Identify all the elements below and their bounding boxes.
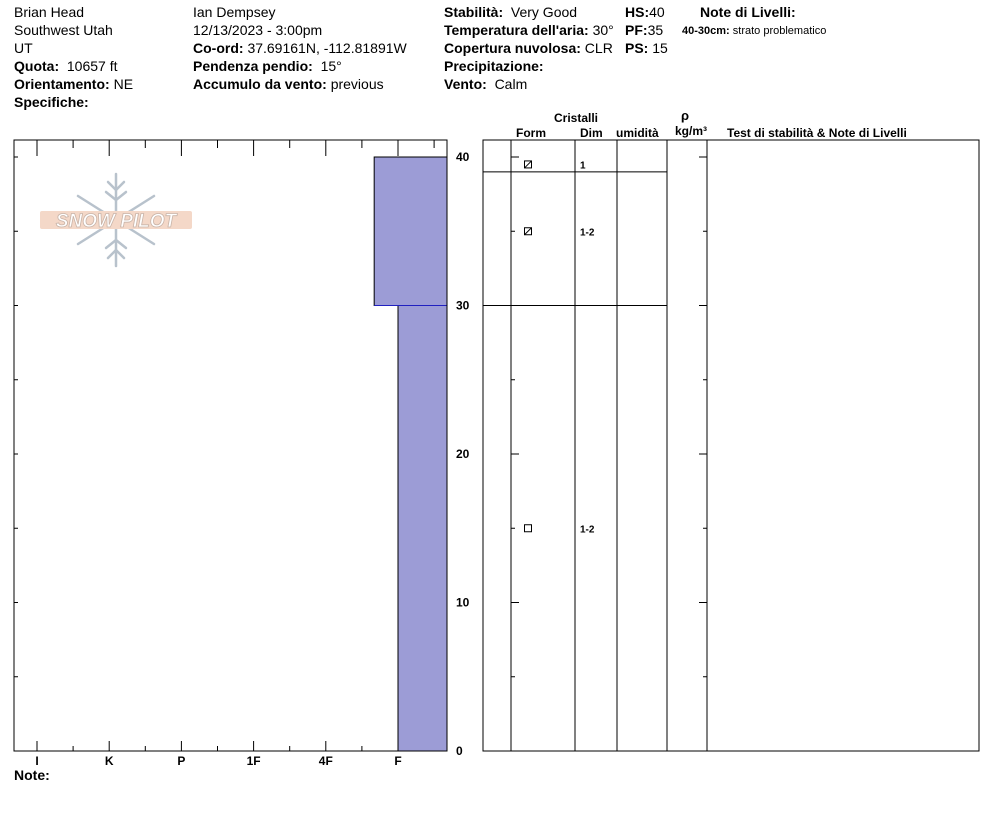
sky-label: Copertura nuvolosa: [444, 40, 581, 56]
y-tick-label: 10 [456, 595, 470, 610]
elevation-label: Quota: [14, 58, 60, 74]
y-tick-label: 40 [456, 150, 470, 164]
y-tick-label: 0 [456, 744, 463, 758]
x-tick-label: F [394, 754, 402, 768]
x-tick-label: K [104, 754, 114, 768]
observer-name: Ian Dempsey [193, 4, 276, 20]
stability-label: Stabilità: [444, 4, 504, 20]
x-tick-label: 1F [246, 754, 261, 768]
ps-label: PS: [625, 40, 649, 56]
observation-datetime: 12/13/2023 - 3:00pm [193, 22, 323, 38]
air-temp-label: Temperatura dell'aria: [444, 22, 589, 38]
elevation-value: 10657 ft [66, 58, 118, 74]
logo-text: SNOW PILOT [55, 211, 177, 232]
crystal-slash [525, 228, 532, 235]
y-tick-label: 30 [456, 298, 470, 313]
notes-label: Note: [14, 767, 50, 783]
hs-label: HS: [625, 4, 650, 20]
sky-value: CLR [584, 40, 613, 56]
slope-value: 15° [320, 58, 342, 74]
crystal-size: 1-2 [580, 524, 595, 536]
location-name: Brian Head [14, 4, 85, 20]
stability-notes-header: Test di stabilità & Note di Livelli [727, 126, 907, 140]
crystal-size: 1-2 [580, 227, 595, 239]
stability-value: Very Good [510, 4, 578, 20]
crystal-slash [525, 161, 532, 168]
ps-value: 15 [652, 40, 668, 56]
hardness-bar [374, 157, 447, 306]
state-name: UT [14, 40, 33, 56]
wind-label: Vento: [444, 76, 487, 92]
layer-note-text: strato problematico [732, 25, 827, 37]
layer-table-frame [483, 140, 979, 751]
specifics-label: Specifiche: [14, 94, 89, 110]
air-temp-value: 30° [592, 22, 614, 38]
coord-value: 37.69161N, -112.81891W [247, 40, 407, 56]
faceted-icon [525, 525, 532, 532]
pf-value: 35 [647, 22, 664, 38]
moisture-header: umidità [616, 126, 659, 140]
wind-loading-label: Accumulo da vento: [193, 76, 327, 92]
crystal-size: 1 [580, 160, 586, 172]
precip-label: Precipitazione: [444, 58, 544, 74]
layer-notes-label: Note di Livelli: [700, 4, 796, 20]
coord-label: Co-ord: [193, 40, 244, 56]
aspect-label: Orientamento: [14, 76, 110, 92]
crystals-header: Cristalli [554, 111, 599, 125]
wind-loading-value: previous [330, 76, 384, 92]
pf-label: PF: [625, 22, 648, 38]
size-header: Dim [580, 126, 603, 140]
density-unit-header: kg/m³ [675, 124, 708, 138]
rho-header: ρ [681, 108, 690, 123]
layer-note-depth: 40-30cm: [682, 25, 730, 37]
x-tick-label: I [35, 754, 39, 768]
x-tick-label: P [177, 754, 186, 768]
wind-value: Calm [494, 76, 528, 92]
x-tick-label: 4F [318, 754, 333, 768]
aspect-value: NE [113, 76, 134, 92]
form-header: Form [516, 126, 546, 140]
hs-value: 40 [649, 4, 665, 20]
region-name: Southwest Utah [14, 22, 113, 38]
hardness-bar [398, 306, 447, 752]
y-tick-label: 20 [456, 447, 470, 461]
slope-label: Pendenza pendio: [193, 58, 313, 74]
